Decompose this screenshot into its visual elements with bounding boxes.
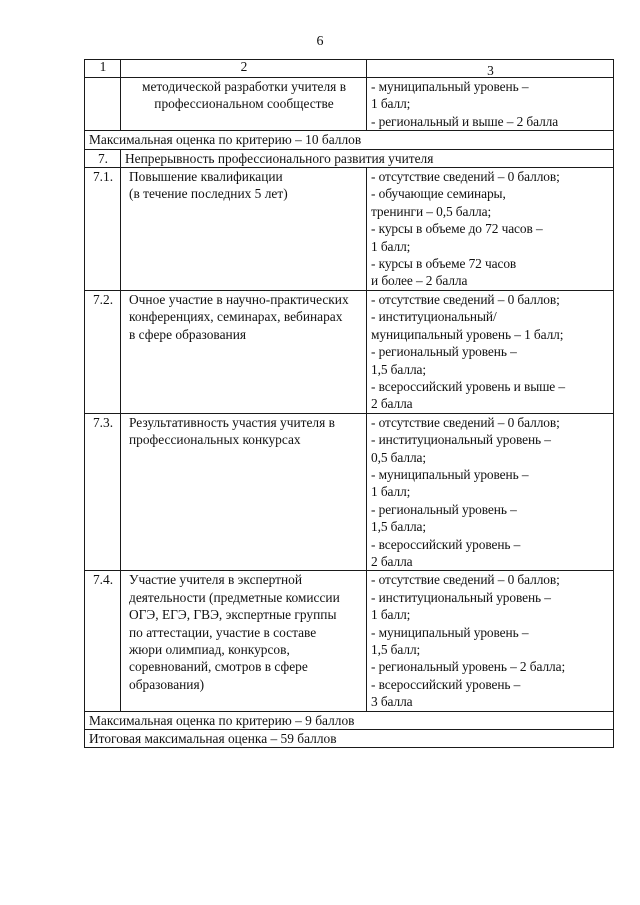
section-title: Непрерывность профессионального развития учителя bbox=[121, 149, 614, 167]
max-score-row-criterion-7 bbox=[85, 711, 614, 729]
continued-row-scores bbox=[367, 78, 614, 131]
score-line: 2 балла bbox=[371, 553, 413, 569]
criterion-name bbox=[121, 413, 367, 571]
criterion-row-7-1 bbox=[85, 168, 614, 291]
score-line: 1 балл; bbox=[371, 484, 411, 500]
section-row-7 bbox=[85, 149, 614, 167]
criterion-row-7-3 bbox=[85, 413, 614, 571]
criterion-name-line: в сфере образования bbox=[129, 326, 247, 342]
criterion-name-line: соревнований, смотров в сфере bbox=[129, 659, 308, 675]
criterion-row-7-2 bbox=[85, 290, 614, 413]
score-line: - муниципальный уровень – bbox=[371, 79, 529, 94]
score-line: - муниципальный уровень – bbox=[371, 466, 529, 482]
criterion-number: 7.1. bbox=[85, 168, 121, 291]
score-line: - муниципальный уровень – bbox=[371, 624, 529, 640]
criterion-scores bbox=[367, 290, 614, 413]
score-line: - обучающие семинары, bbox=[371, 186, 506, 202]
score-line: - региональный уровень – 2 балла; bbox=[371, 659, 566, 675]
total-max-score: Итоговая максимальная оценка – 59 баллов bbox=[85, 730, 614, 748]
score-line: 1 балл; bbox=[371, 607, 411, 623]
score-line: - курсы в объеме до 72 часов – bbox=[371, 221, 543, 237]
page-number: 6 bbox=[316, 34, 324, 49]
criterion-name-line: Очное участие в научно-практических bbox=[129, 291, 349, 307]
continued-row-number bbox=[85, 78, 121, 131]
score-line: 1,5 балла; bbox=[371, 519, 426, 535]
total-max-score-row bbox=[85, 730, 614, 748]
criterion-name-line: Участие учителя в экспертной bbox=[129, 572, 303, 588]
score-line: тренинги – 0,5 балла; bbox=[371, 203, 492, 219]
criterion-name-line: образования) bbox=[129, 676, 205, 692]
criterion-name-line: профессиональных конкурсах bbox=[129, 432, 301, 448]
score-line: - отсутствие сведений – 0 баллов; bbox=[371, 291, 560, 307]
criterion-name-line: Результативность участия учителя в bbox=[129, 414, 335, 430]
section-number: 7. bbox=[85, 149, 121, 167]
criterion-name bbox=[121, 168, 367, 291]
criterion-scores bbox=[367, 413, 614, 571]
score-line: 1 балл; bbox=[371, 96, 411, 112]
criterion-name bbox=[121, 290, 367, 413]
criterion-name-line: профессиональном сообществе bbox=[154, 96, 334, 112]
score-line: - региональный уровень – bbox=[371, 344, 517, 360]
score-line: 1 балл; bbox=[371, 238, 411, 254]
max-score-criterion-6: Максимальная оценка по критерию – 10 баллов bbox=[85, 131, 614, 149]
score-line: 0,5 балла; bbox=[371, 449, 426, 465]
criterion-name-line: методической разработки учителя в bbox=[141, 79, 347, 94]
criterion-number: 7.3. bbox=[85, 413, 121, 571]
criterion-name-line: Повышение квалификации bbox=[129, 169, 283, 185]
score-line: 2 балла bbox=[371, 396, 413, 412]
table-header-row bbox=[85, 60, 614, 78]
criteria-table bbox=[84, 59, 614, 748]
criterion-number: 7.2. bbox=[85, 290, 121, 413]
score-line: - региональный и выше – 2 балла bbox=[371, 113, 559, 129]
max-score-row-criterion-6 bbox=[85, 131, 614, 149]
criterion-name-line: конференциях, семинарах, вебинарах bbox=[129, 309, 343, 325]
score-line: - институциональный/ bbox=[371, 309, 497, 325]
max-score-criterion-7: Максимальная оценка по критерию – 9 баллов bbox=[85, 711, 614, 729]
score-line: - всероссийский уровень – bbox=[371, 676, 521, 692]
score-line: - региональный уровень – bbox=[371, 501, 517, 517]
score-line: - всероссийский уровень – bbox=[371, 536, 521, 552]
criterion-scores bbox=[367, 571, 614, 711]
score-line: 1,5 балла; bbox=[371, 361, 426, 377]
score-line: 1,5 балл; bbox=[371, 642, 421, 657]
criterion-row-7-4 bbox=[85, 571, 614, 711]
criterion-scores bbox=[367, 168, 614, 291]
score-line: - отсутствие сведений – 0 баллов; bbox=[371, 169, 560, 185]
column-header-1: 1 bbox=[85, 60, 121, 78]
score-line: - институциональный уровень – bbox=[371, 432, 551, 448]
column-header-2: 2 bbox=[121, 60, 367, 78]
criterion-number: 7.4. bbox=[85, 571, 121, 711]
criterion-name-line: ОГЭ, ЕГЭ, ГВЭ, экспертные группы bbox=[129, 607, 337, 623]
criterion-name-line: деятельности (предметные комиссии bbox=[129, 589, 340, 605]
score-line: - курсы в объеме 72 часов bbox=[371, 256, 517, 272]
continued-row-name bbox=[121, 78, 367, 131]
score-line: - всероссийский уровень и выше – bbox=[371, 378, 565, 394]
continued-criterion-row bbox=[85, 78, 614, 131]
criterion-name-line: жюри олимпиад, конкурсов, bbox=[129, 642, 290, 657]
score-line: муниципальный уровень – 1 балл; bbox=[371, 326, 564, 342]
score-line: - институциональный уровень – bbox=[371, 589, 551, 605]
score-line: и более – 2 балла bbox=[371, 273, 468, 289]
criterion-name-line: по аттестации, участие в составе bbox=[129, 624, 317, 640]
column-header-3: 3 bbox=[367, 60, 614, 78]
score-line: - отсутствие сведений – 0 баллов; bbox=[371, 414, 560, 430]
score-line: - отсутствие сведений – 0 баллов; bbox=[371, 572, 560, 588]
criterion-name bbox=[121, 571, 367, 711]
criterion-name-line: (в течение последних 5 лет) bbox=[129, 186, 288, 202]
score-line: 3 балла bbox=[371, 694, 413, 710]
